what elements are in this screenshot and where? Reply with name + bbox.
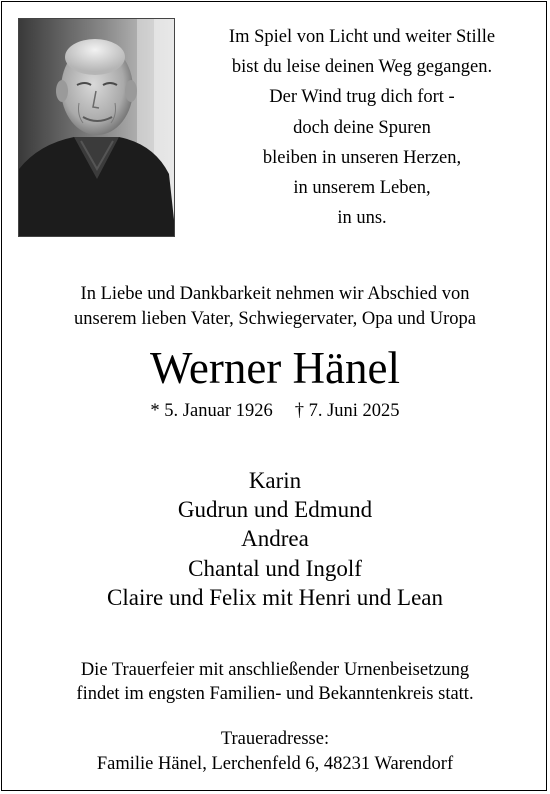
mourning-address: [0, 727, 550, 776]
poem-line: bleiben in unseren Herzen,: [262, 147, 462, 168]
poem-line: bist du leise deinen Weg gegangen.: [231, 57, 493, 78]
poem-line: doch deine Spuren: [293, 117, 431, 138]
address-label: Traueradresse:: [220, 729, 330, 749]
address-value: Familie Hänel, Lerchenfeld 6, 48231 Warendorf: [96, 753, 454, 774]
poem-line: Im Spiel von Licht und weiter Stille: [228, 27, 496, 47]
ceremony-line: Die Trauerfeier mit anschließender Urnenbeisetzung: [80, 660, 470, 680]
mourner-entry: Andrea: [241, 526, 309, 552]
mourners-list: [0, 466, 550, 612]
deceased-name: Werner Hänel: [150, 343, 400, 393]
mourner-entry: Chantal und Ingolf: [188, 555, 362, 581]
death-date: † 7. Juni 2025: [294, 401, 400, 421]
poem-line: in uns.: [337, 208, 387, 229]
mourner-entry: Gudrun und Edmund: [177, 497, 373, 523]
farewell-intro: [0, 282, 550, 332]
intro-line: In Liebe und Dankbarkeit nehmen wir Abschied von: [80, 284, 470, 304]
birth-date: * 5. Januar 1926: [150, 401, 273, 421]
poem-line: Der Wind trug dich fort -: [269, 87, 455, 108]
ceremony-notice: [0, 659, 550, 706]
mourner-entry: Claire und Felix mit Henri und Lean: [107, 584, 443, 610]
poem-line: in unserem Leben,: [293, 178, 431, 199]
life-dates: [0, 398, 550, 424]
ceremony-line: findet im engsten Familien- und Bekanntenkreis statt.: [76, 683, 474, 704]
mourner-entry: Karin: [248, 468, 302, 493]
portrait-photo: [18, 18, 175, 237]
poem: [192, 22, 532, 233]
intro-line: unserem lieben Vater, Schwiegervater, Opa und Uropa: [74, 309, 476, 329]
